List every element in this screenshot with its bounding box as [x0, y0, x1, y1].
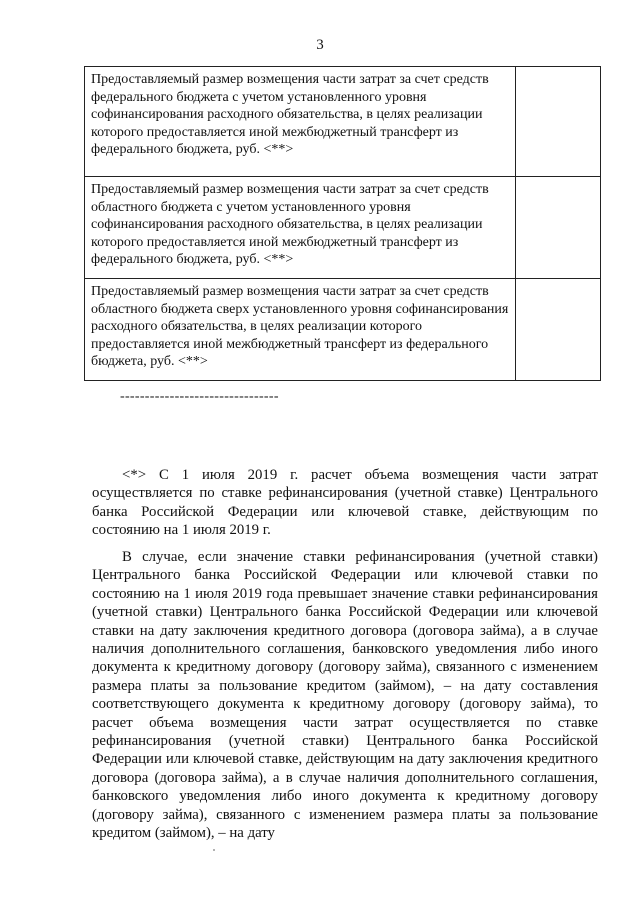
row-label-federal-budget: Предоставляемый размер возмещения части затрат за счет средств федерального бюджета с учетом установленного уровня софинансирования расходного обязательства, в целях реализации которого предоставляется иной межбюджетный трансферт из федерального бюджета, руб. <**>: [85, 67, 516, 177]
table-row: [85, 177, 601, 279]
footnote-separator: --------------------------------: [120, 389, 279, 404]
page-number: 3: [316, 37, 324, 53]
row-label-regional-budget-above-level: Предоставляемый размер возмещения части затрат за счет средств областного бюджета сверх установленного уровня софинансирования расходного обязательства, в целях реализации которого предоставляется иной межбюджетный трансферт из федерального бюджета, руб. <**>: [85, 279, 516, 381]
body-paragraph: В случае, если значение ставки рефинансирования (учетной ставки) Центрального банка Российской Федерации или ключевой ставки по состоянию на 1 июля 2019 года превышает значение ставки рефинансирования (учетной ставки) Центрального банка Российской Федерации или ключевой ставки на дату заключения кредитного договора (договора займа), а в случае наличия дополнительного соглашения, банковского уведомления либо иного документа к кредитному договору (договору займа), связанного с изменением размера платы за пользование кредитом (займом), – на дату составления соответствующего документа к кредитному договору (договору займа), то расчет объема возмещения части затрат осуществляется по ставке рефинансирования (учетной ставки) Центрального банка Российской Федерации или ключевой ставке, действующим на дату заключения кредитного договора (договора займа), а в случае наличия дополнительного соглашения, банковского уведомления либо иного документа к кредитному договору (договору займа), связанного с изменением размера платы за пользование кредитом (займом), – на дату: [92, 549, 598, 842]
row-label-regional-budget: Предоставляемый размер возмещения части затрат за счет средств областного бюджета с учетом установленного уровня софинансирования расходного обязательства, в целях реализации которого предоставляется иной межбюджетный трансферт из федерального бюджета, руб. <**>: [85, 177, 516, 279]
scan-speck: [213, 849, 215, 851]
footnote-paragraph: <*> С 1 июля 2019 г. расчет объема возмещения части затрат осуществляется по ставке рефинансирования (учетной ставке) Центрального банка Российской Федерации или ключевой ставке, действующим по состоянию на 1 июля 2019 г.: [92, 467, 598, 539]
subsidy-table: [84, 66, 601, 381]
row-value-federal-budget: [516, 67, 601, 177]
table-row: [85, 279, 601, 381]
table-row: [85, 67, 601, 177]
row-value-regional-budget: [516, 177, 601, 279]
row-value-regional-budget-above-level: [516, 279, 601, 381]
